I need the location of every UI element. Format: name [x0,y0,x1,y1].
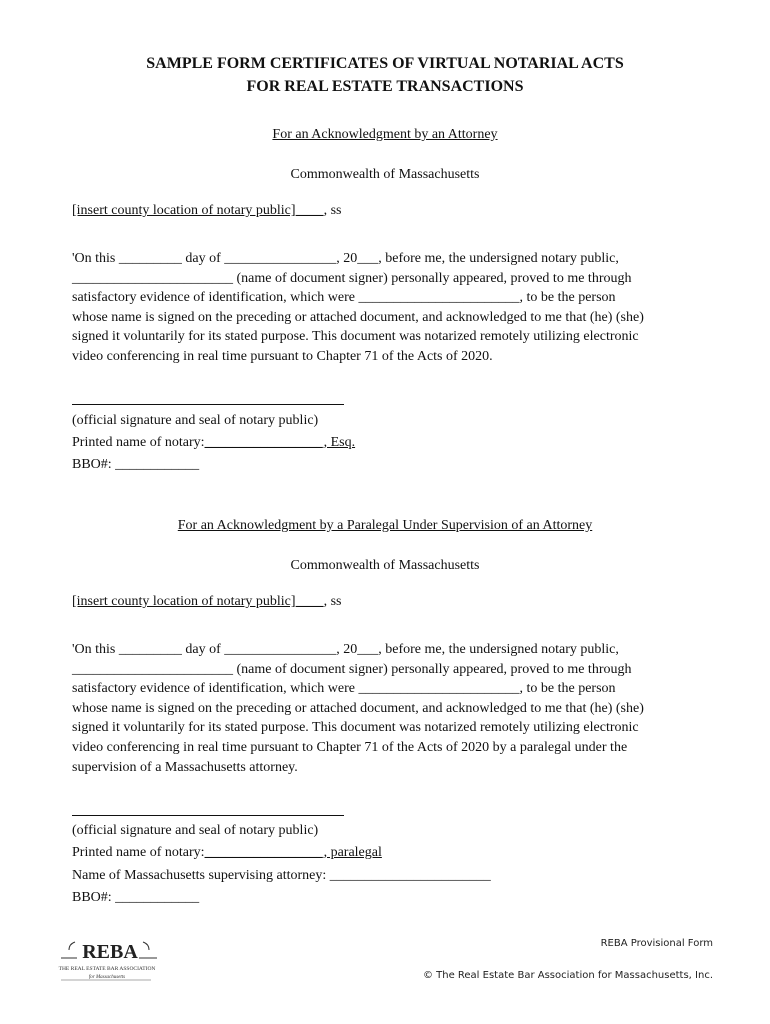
section1-heading: For an Acknowledgment by an Attorney [272,127,498,142]
section2-body-line: video conferencing in real time pursuant to Chapter 71 of the Acts of 2020 by a paralegal under the [72,739,628,755]
section2-county-label: [insert county location of notary public]____ [72,594,324,609]
section2-body-line: 'On this _________ day of ________________, 20___, before me, the undersigned notary public, [72,642,619,657]
section2-signature-line [72,815,344,816]
section1-body-line: satisfactory evidence of identification, which were _______________________, to be the person [72,290,616,306]
section2-supervising-attorney: Name of Massachusetts supervising attorney: _______________________ [72,868,491,883]
section1-printed-name-value: _________________, Esq. [204,435,356,450]
section2-printed-name [72,845,382,861]
section1-body-line: 'On this _________ day of ________________, 20___, before me, the undersigned notary public, [72,251,619,266]
section2-printed-name-label: Printed name of notary: [72,845,205,860]
section2-signature-caption: (official signature and seal of notary public) [72,823,319,838]
section1-body-line: whose name is signed on the preceding or attached document, and acknowledged to me that (he) (she) [72,309,644,325]
section1-county-suffix: , ss [323,203,342,218]
section2-county-line [72,594,341,610]
logo-subtitle: THE REAL ESTATE BAR ASSOCIATION [58,966,156,972]
section2-body-line: signed it voluntarily for its stated purpose. This document was notarized remotely utilizing electronic [72,720,639,736]
copyright-notice: © The Real Estate Bar Association for Massachusetts, Inc. [422,970,713,981]
section2-county-suffix: , ss [323,594,342,609]
logo-subtitle2: for Massachusetts [88,975,126,980]
section2-printed-name-value: _________________, paralegal [204,845,382,860]
section1-body-line: video conferencing in real time pursuant to Chapter 71 of the Acts of 2020. [72,348,493,364]
section2-body-line: satisfactory evidence of identification, which were _______________________, to be the person [72,681,616,697]
reba-logo [55,936,165,982]
document-title-line2: FOR REAL ESTATE TRANSACTIONS [246,78,524,95]
section2-body-line: whose name is signed on the preceding or attached document, and acknowledged to me that (he) (she) [72,700,644,716]
section1-county-label: [insert county location of notary public]____ [72,203,324,218]
document-title-line1: SAMPLE FORM CERTIFICATES OF VIRTUAL NOTARIAL ACTS [146,55,624,72]
section1-bbo: BBO#: ____________ [72,457,200,472]
section2-commonwealth: Commonwealth of Massachusetts [290,558,480,573]
section2-body-line: supervision of a Massachusetts attorney. [72,759,298,775]
section1-body-line: signed it voluntarily for its stated purpose. This document was notarized remotely utilizing electronic [72,329,639,345]
section1-county-line [72,203,341,219]
section2-bbo: BBO#: ____________ [72,890,200,905]
logo-wordmark: REBA [82,941,138,963]
section1-commonwealth: Commonwealth of Massachusetts [290,167,480,182]
section2-body [72,640,702,777]
section1-printed-name [72,435,355,451]
section1-signature-line [72,404,344,405]
section2-body-line: _______________________ (name of document signer) personally appeared, proved to me through [72,661,632,677]
section2-heading: For an Acknowledgment by a Paralegal Under Supervision of an Attorney [177,518,593,533]
provisional-form-label: REBA Provisional Form [600,938,713,949]
section1-signature-caption: (official signature and seal of notary public) [72,413,319,428]
section1-body [72,249,702,367]
section1-body-line: _______________________ (name of document signer) personally appeared, proved to me through [72,270,632,286]
section1-printed-name-label: Printed name of notary: [72,435,205,450]
